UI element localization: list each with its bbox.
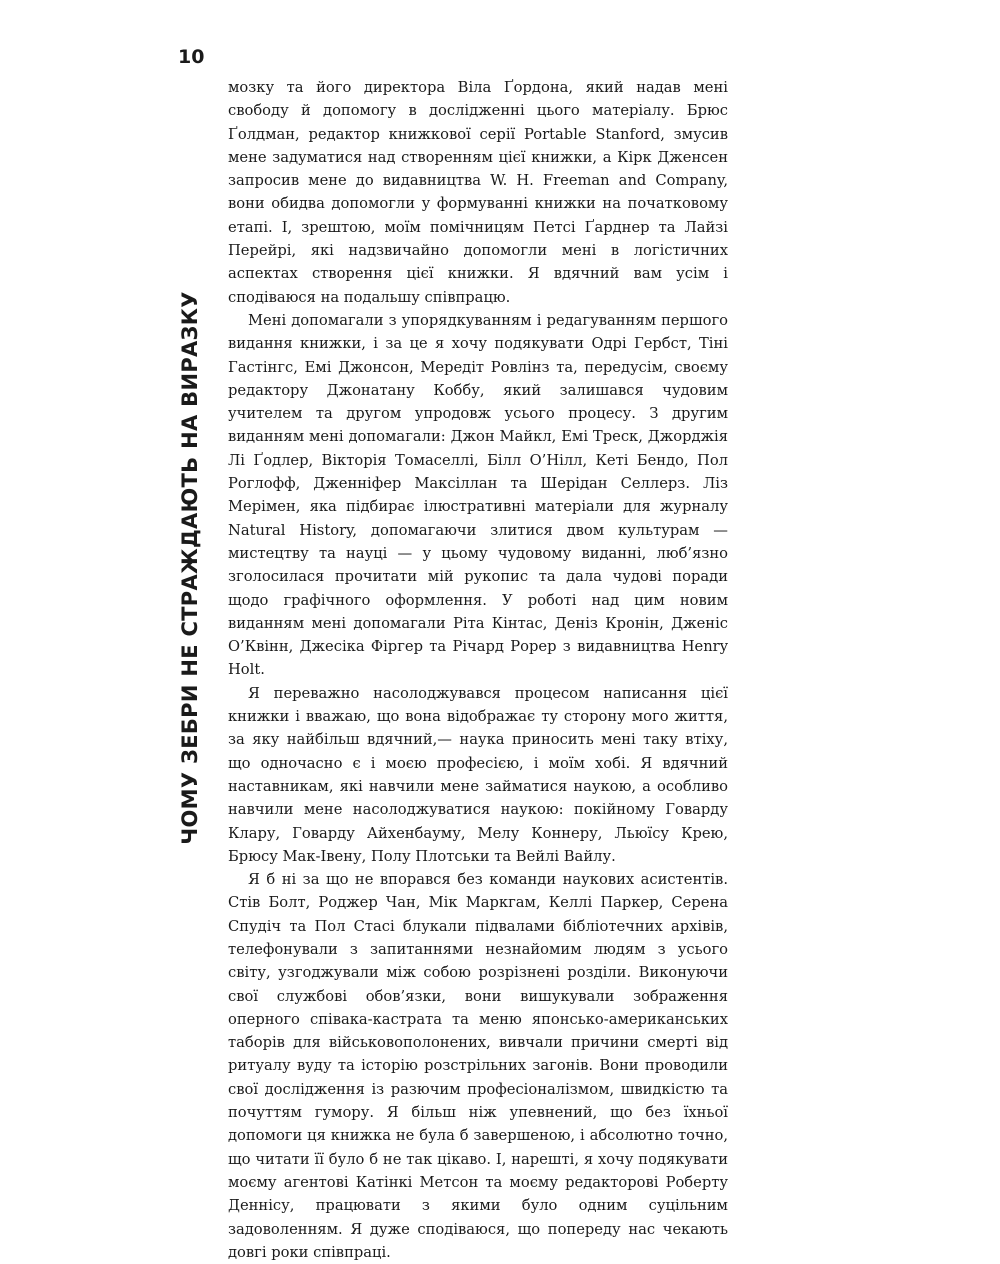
paragraph: мозку та його директора Віла Ґордона, який надав мені свободу й допомогу в дослідженні цього матеріалу. Брюс Ґолдман, редактор книжкової серії Portable Stanford, змусив мене задуматися над створенням цієї книжки, а Кірк Дженсен запросив мене до видавництва W. H. Freeman and Company, вони обидва допомогли у формуванні книжки на початковому етапі. І, зрештою, моїм помічницям Петсі Ґарднер та Лайзі Перейрі, які надзвичайно допомогли мені в логістичних аспектах створення цієї книжки. Я вдячний вам усім і сподіваюся на подальшу співпрацю. [228,79,728,306]
text-body [228,76,728,1264]
paragraph: Мені допомагали з упорядкуванням і редагуванням першого видання книжки, і за це я хочу подякувати Одрі Гербст, Тіні Гастінгс, Емі Джонсон, Мередіт Ровлінз та, передусім, своєму редактору Джонатану Коббу, який залишався чудовим учителем та другом упродовж усього процесу. З другим виданням мені допомагали: Джон Майкл, Емі Треск, Джорджія Лі Ґодлер, Вікторія Томаселлі, Білл О’Нілл, Кеті Бендо, Пол Роглофф, Дженніфер Максіллан та Шерідан Селлерз. Ліз Мерімен, яка підбирає ілюстративні матеріали для журналу Natural History, допомагаючи злитися двом культурам — мистецтву та науці — у цьому чудовому виданні, люб’язно зголосилася прочитати мій рукопис та дала чудові поради щодо графічного оформлення. У роботі над цим новим виданням мені допомагали Ріта Кінтас, Деніз Кронін, Дженіс О’Квінн, Джесіка Фіргер та Річард Рорер з видавництва Henry Holt. [228,311,728,679]
paragraph: Я б ні за що не впорався без команди наукових асистентів. Стів Болт, Роджер Чан, Мік Маркгам, Келлі Паркер, Серена Спудіч та Пол Стасі блукали підвалами бібліотечних архівів, телефонували з запитаннями незнайомим людям з усього світу, узгоджували між собою розрізнені розділи. Виконуючи свої службові обов’язки, вони вишукували зображення оперного співака-кастрата та меню японсько-американських таборів для військовополонених, вивчали причини смерті від ритуалу вуду та історію розстрільних загонів. Вони проводили свої дослідження із разючим професіоналізмом, швидкістю та почуттям гумору. Я більш ніж упевнений, що без їхньої допомоги ця книжка не була б завершеною, і абсолютно точно, що читати її було б не так цікаво. І, нарешті, я хочу подякувати моєму агентові Катінкі Метсон та моєму редакторові Роберту Деннісу, працювати з якими було одним суцільним задоволенням. Я дуже сподіваюся, що попереду нас чекають довгі роки співпраці. [228,871,728,1261]
paragraph: Я переважно насолоджувався процесом написання цієї книжки і вважаю, що вона відображає ту сторону мого життя, за яку найбільш вдячний,— наука приносить мені таку втіху, що одночасно є і моєю професією, і моїм хобі. Я вдячний наставникам, які навчили мене займатися наукою, а особливо навчили мене насолоджуватися наукою: покійному Говарду Клару, Говарду Айхенбауму, Мелу Коннеру, Льюїсу Крею, Брюсу Мак-Івену, Полу Плотськи та Вейлі Вайлу. [228,684,728,865]
running-head: ЧОМУ ЗЕБРИ НЕ СТРАЖДАЮТЬ НА ВИРАЗКУ [178,291,202,845]
page-number: 10 [178,46,205,68]
